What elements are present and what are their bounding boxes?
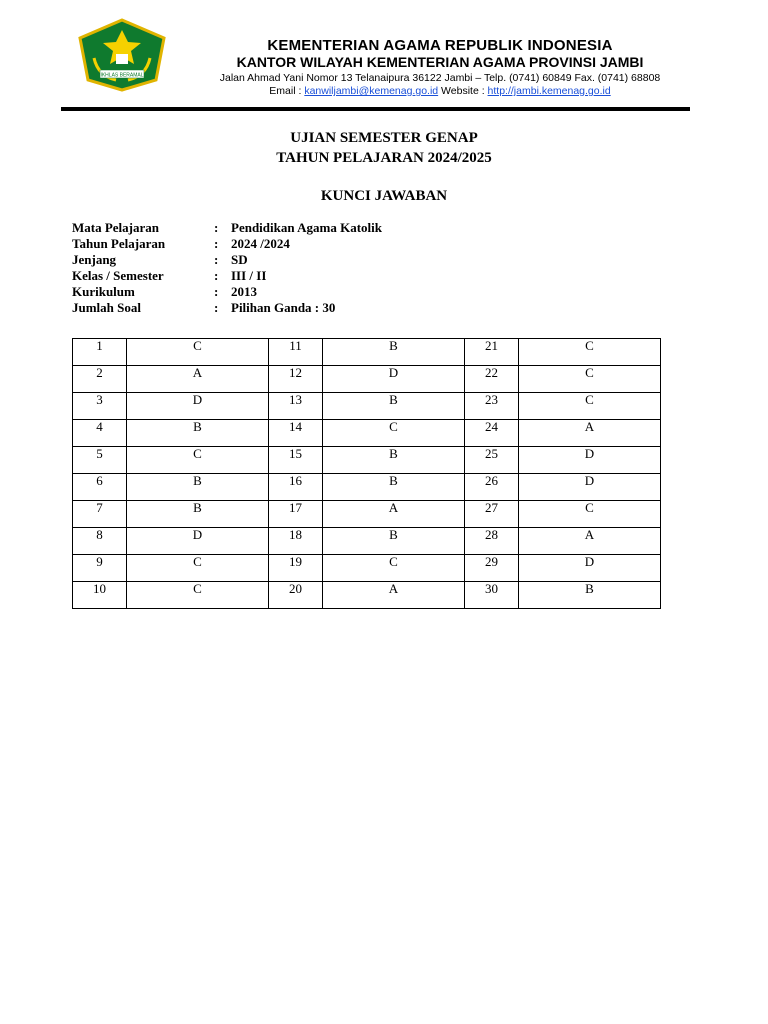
info-value: SD bbox=[231, 252, 248, 267]
answer-cell: C bbox=[127, 582, 269, 609]
answer-cell: D bbox=[519, 447, 661, 474]
answer-cell: C bbox=[323, 555, 465, 582]
question-number-cell: 18 bbox=[269, 528, 323, 555]
question-number-cell: 21 bbox=[465, 339, 519, 366]
info-value: III / II bbox=[231, 268, 267, 283]
question-number-cell: 2 bbox=[73, 366, 127, 393]
question-number-cell: 13 bbox=[269, 393, 323, 420]
info-row bbox=[72, 284, 382, 300]
info-value: 2024 /2024 bbox=[231, 236, 290, 251]
table-row bbox=[73, 528, 661, 555]
answer-cell: B bbox=[323, 339, 465, 366]
exam-info bbox=[72, 220, 382, 316]
answer-cell: C bbox=[519, 393, 661, 420]
question-number-cell: 12 bbox=[269, 366, 323, 393]
info-value: Pilihan Ganda : 30 bbox=[231, 300, 336, 315]
answer-cell: D bbox=[127, 393, 269, 420]
table-row bbox=[73, 582, 661, 609]
letterhead bbox=[180, 37, 700, 98]
logo-motto: IKHLAS BERAMAL bbox=[100, 72, 144, 79]
info-colon: : bbox=[214, 268, 219, 283]
info-value: Pendidikan Agama Katolik bbox=[231, 220, 382, 235]
table-row bbox=[73, 474, 661, 501]
email-link[interactable]: kanwiljambi@kemenag.go.id bbox=[304, 85, 439, 97]
email-label: Email : bbox=[269, 85, 305, 97]
info-row bbox=[72, 220, 382, 236]
answer-cell: A bbox=[323, 501, 465, 528]
table-row bbox=[73, 447, 661, 474]
answer-cell: C bbox=[127, 555, 269, 582]
question-number-cell: 25 bbox=[465, 447, 519, 474]
question-number-cell: 20 bbox=[269, 582, 323, 609]
question-number-cell: 22 bbox=[465, 366, 519, 393]
answer-key-title: KUNCI JAWABAN bbox=[320, 188, 448, 204]
answer-cell: A bbox=[519, 528, 661, 555]
question-number-cell: 23 bbox=[465, 393, 519, 420]
answer-cell: A bbox=[519, 420, 661, 447]
header-divider bbox=[61, 107, 690, 111]
info-label: Kelas / Semester bbox=[72, 268, 164, 283]
answer-cell: C bbox=[519, 339, 661, 366]
question-number-cell: 29 bbox=[465, 555, 519, 582]
question-number-cell: 3 bbox=[73, 393, 127, 420]
question-number-cell: 14 bbox=[269, 420, 323, 447]
table-row bbox=[73, 555, 661, 582]
table-row bbox=[73, 393, 661, 420]
info-row bbox=[72, 268, 382, 284]
answer-cell: A bbox=[127, 366, 269, 393]
answer-key-table bbox=[72, 338, 661, 609]
info-label: Tahun Pelajaran bbox=[72, 236, 166, 251]
info-label: Kurikulum bbox=[72, 284, 135, 299]
kemenag-logo bbox=[76, 18, 168, 92]
answer-cell: B bbox=[127, 474, 269, 501]
info-colon: : bbox=[214, 252, 219, 267]
contact-line bbox=[180, 85, 700, 98]
question-number-cell: 17 bbox=[269, 501, 323, 528]
question-number-cell: 6 bbox=[73, 474, 127, 501]
info-colon: : bbox=[214, 236, 219, 251]
table-row bbox=[73, 366, 661, 393]
info-row bbox=[72, 300, 382, 316]
answer-cell: B bbox=[323, 528, 465, 555]
question-number-cell: 16 bbox=[269, 474, 323, 501]
table-row bbox=[73, 420, 661, 447]
answer-cell: D bbox=[519, 555, 661, 582]
exam-title: UJIAN SEMESTER GENAP bbox=[290, 130, 478, 146]
answer-cell: D bbox=[323, 366, 465, 393]
answer-cell: D bbox=[127, 528, 269, 555]
question-number-cell: 11 bbox=[269, 339, 323, 366]
answer-cell: D bbox=[519, 474, 661, 501]
info-row bbox=[72, 252, 382, 268]
table-row bbox=[73, 501, 661, 528]
office-name: KANTOR WILAYAH KEMENTERIAN AGAMA PROVINSI JAMBI bbox=[236, 54, 644, 70]
info-colon: : bbox=[214, 300, 219, 315]
question-number-cell: 7 bbox=[73, 501, 127, 528]
answer-cell: B bbox=[127, 420, 269, 447]
question-number-cell: 15 bbox=[269, 447, 323, 474]
question-number-cell: 30 bbox=[465, 582, 519, 609]
info-label: Mata Pelajaran bbox=[72, 220, 160, 235]
info-colon: : bbox=[214, 284, 219, 299]
question-number-cell: 28 bbox=[465, 528, 519, 555]
question-number-cell: 26 bbox=[465, 474, 519, 501]
answer-cell: B bbox=[323, 474, 465, 501]
answer-cell: C bbox=[519, 366, 661, 393]
answer-cell: C bbox=[323, 420, 465, 447]
table-row bbox=[73, 339, 661, 366]
info-colon: : bbox=[214, 220, 219, 235]
question-number-cell: 27 bbox=[465, 501, 519, 528]
website-label: Website : bbox=[438, 85, 488, 97]
info-label: Jumlah Soal bbox=[72, 300, 141, 315]
info-label: Jenjang bbox=[72, 252, 117, 267]
answer-cell: C bbox=[519, 501, 661, 528]
question-number-cell: 19 bbox=[269, 555, 323, 582]
answer-cell: A bbox=[323, 582, 465, 609]
question-number-cell: 8 bbox=[73, 528, 127, 555]
answer-cell: B bbox=[323, 393, 465, 420]
website-link[interactable]: http://jambi.kemenag.go.id bbox=[487, 85, 611, 97]
question-number-cell: 24 bbox=[465, 420, 519, 447]
question-number-cell: 5 bbox=[73, 447, 127, 474]
answer-cell: B bbox=[519, 582, 661, 609]
answer-cell: B bbox=[127, 501, 269, 528]
info-row bbox=[72, 236, 382, 252]
ministry-name: KEMENTERIAN AGAMA REPUBLIK INDONESIA bbox=[267, 37, 613, 54]
office-address: Jalan Ahmad Yani Nomor 13 Telanaipura 36122 Jambi – Telp. (0741) 60849 Fax. (0741) 68808 bbox=[219, 72, 661, 84]
info-value: 2013 bbox=[231, 284, 257, 299]
question-number-cell: 10 bbox=[73, 582, 127, 609]
question-number-cell: 1 bbox=[73, 339, 127, 366]
answer-cell: B bbox=[323, 447, 465, 474]
answer-cell: C bbox=[127, 339, 269, 366]
question-number-cell: 9 bbox=[73, 555, 127, 582]
question-number-cell: 4 bbox=[73, 420, 127, 447]
academic-year-title: TAHUN PELAJARAN 2024/2025 bbox=[276, 150, 492, 166]
answer-cell: C bbox=[127, 447, 269, 474]
